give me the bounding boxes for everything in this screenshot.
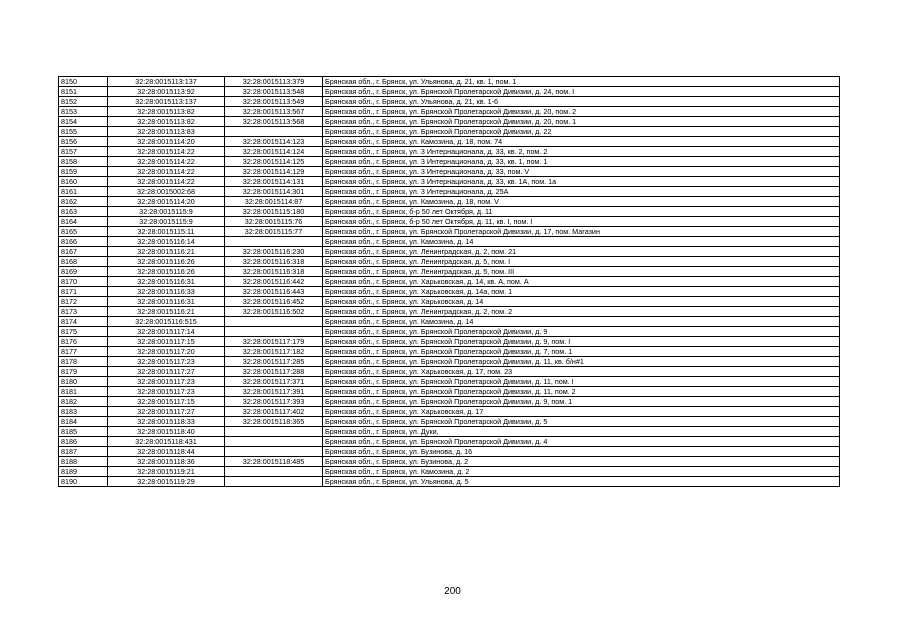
table-row (59, 307, 840, 317)
address-cell: Брянская обл., г. Брянск, ул. Камозина, д. 14 (323, 237, 840, 247)
object-cadastral-number-cell: 32:28:0015114:301 (225, 187, 323, 197)
table-row (59, 217, 840, 227)
address-cell: Брянская обл., г. Брянск, ул. 3 Интернационала, д. 33, кв. 2, пом. 2 (323, 147, 840, 157)
address-cell: Брянская обл., г. Брянск, ул. 3 Интернационала, д. 33, кв. 1А, пом. 1а (323, 177, 840, 187)
object-cadastral-number-cell: 32:28:0015116:230 (225, 247, 323, 257)
table-row (59, 357, 840, 367)
object-cadastral-number-cell: 32:28:0015118:365 (225, 417, 323, 427)
table-body (59, 77, 840, 487)
row-number-cell: 8163 (59, 207, 108, 217)
row-number-cell: 8168 (59, 257, 108, 267)
row-number-cell: 8181 (59, 387, 108, 397)
land-cadastral-number-cell: 32:28:0015114:22 (108, 147, 225, 157)
object-cadastral-number-cell: 32:28:0015113:548 (225, 87, 323, 97)
table-row (59, 267, 840, 277)
land-cadastral-number-cell: 32:28:0015114:22 (108, 167, 225, 177)
object-cadastral-number-cell (225, 427, 323, 437)
row-number-cell: 8190 (59, 477, 108, 487)
address-cell: Брянская обл., г. Брянск, ул. Ленинградская, д. 2, пом. 21 (323, 247, 840, 257)
land-cadastral-number-cell: 32:28:0015116:31 (108, 277, 225, 287)
row-number-cell: 8161 (59, 187, 108, 197)
object-cadastral-number-cell: 32:28:0015113:568 (225, 117, 323, 127)
row-number-cell: 8159 (59, 167, 108, 177)
address-cell: Брянская обл., г. Брянск, ул. Брянской Пролетарской Дивизии, д. 4 (323, 437, 840, 447)
table-row (59, 437, 840, 447)
object-cadastral-number-cell: 32:28:0015113:379 (225, 77, 323, 87)
table-row (59, 247, 840, 257)
object-cadastral-number-cell: 32:28:0015115:76 (225, 217, 323, 227)
address-cell: Брянская обл., г. Брянск, ул. Брянской Пролетарской Дивизии, д. 11, пом. 2 (323, 387, 840, 397)
row-number-cell: 8179 (59, 367, 108, 377)
object-cadastral-number-cell (225, 467, 323, 477)
object-cadastral-number-cell (225, 317, 323, 327)
object-cadastral-number-cell: 32:28:0015116:443 (225, 287, 323, 297)
address-cell: Брянская обл., г. Брянск, ул. Брянской Пролетарской Дивизии, д. 5 (323, 417, 840, 427)
row-number-cell: 8151 (59, 87, 108, 97)
row-number-cell: 8182 (59, 397, 108, 407)
table-row (59, 187, 840, 197)
land-cadastral-number-cell: 32:28:0015114:20 (108, 197, 225, 207)
table-row (59, 477, 840, 487)
address-cell: Брянская обл., г. Брянск, ул. Брянской Пролетарской Дивизии, д. 20, пом. 1 (323, 117, 840, 127)
address-cell: Брянская обл., г. Брянск, ул. 3 Интернационала, д. 25А (323, 187, 840, 197)
address-cell: Брянская обл., г. Брянск, ул. 3 Интернационала, д. 33, кв. 1, пом. 1 (323, 157, 840, 167)
row-number-cell: 8187 (59, 447, 108, 457)
address-cell: Брянская обл., г. Брянск, ул. Харьковская, д. 17, пом. 23 (323, 367, 840, 377)
row-number-cell: 8173 (59, 307, 108, 317)
land-cadastral-number-cell: 32:28:0015116:33 (108, 287, 225, 297)
land-cadastral-number-cell: 32:28:0015118:431 (108, 437, 225, 447)
address-cell: Брянская обл., г. Брянск, ул. Дуки, (323, 427, 840, 437)
object-cadastral-number-cell (225, 447, 323, 457)
object-cadastral-number-cell: 32:28:0015117:402 (225, 407, 323, 417)
land-cadastral-number-cell: 32:28:0015116:515 (108, 317, 225, 327)
address-cell: Брянская обл., г. Брянск, ул. Брянской Пролетарской Дивизии, д. 20, пом. 2 (323, 107, 840, 117)
land-cadastral-number-cell: 32:28:0015119:29 (108, 477, 225, 487)
address-cell: Брянская обл., г. Брянск, ул. Брянской Пролетарской Дивизии, д. 9, пом. 1 (323, 397, 840, 407)
address-cell: Брянская обл., г. Брянск, ул. Камозина, д. 2 (323, 467, 840, 477)
object-cadastral-number-cell: 32:28:0015114:87 (225, 197, 323, 207)
object-cadastral-number-cell: 32:28:0015117:391 (225, 387, 323, 397)
table-row (59, 297, 840, 307)
land-cadastral-number-cell: 32:28:0015113:92 (108, 87, 225, 97)
object-cadastral-number-cell: 32:28:0015113:549 (225, 97, 323, 107)
table-row (59, 347, 840, 357)
land-cadastral-number-cell: 32:28:0015114:20 (108, 137, 225, 147)
land-cadastral-number-cell: 32:28:0015117:15 (108, 397, 225, 407)
land-cadastral-number-cell: 32:28:0015116:31 (108, 297, 225, 307)
table-row (59, 77, 840, 87)
table-row (59, 117, 840, 127)
table-row (59, 157, 840, 167)
row-number-cell: 8150 (59, 77, 108, 87)
row-number-cell: 8160 (59, 177, 108, 187)
row-number-cell: 8176 (59, 337, 108, 347)
land-cadastral-number-cell: 32:28:0015118:33 (108, 417, 225, 427)
address-cell: Брянская обл., г. Брянск, ул. Бузинова, д. 2 (323, 457, 840, 467)
land-cadastral-number-cell: 32:28:0015118:40 (108, 427, 225, 437)
table-row (59, 177, 840, 187)
cadastral-table (58, 76, 840, 487)
row-number-cell: 8154 (59, 117, 108, 127)
land-cadastral-number-cell: 32:28:0015118:36 (108, 457, 225, 467)
row-number-cell: 8175 (59, 327, 108, 337)
row-number-cell: 8165 (59, 227, 108, 237)
object-cadastral-number-cell: 32:28:0015116:318 (225, 257, 323, 267)
table-row (59, 337, 840, 347)
table-row (59, 317, 840, 327)
land-cadastral-number-cell: 32:28:0015117:15 (108, 337, 225, 347)
object-cadastral-number-cell: 32:28:0015113:567 (225, 107, 323, 117)
table-row (59, 407, 840, 417)
row-number-cell: 8186 (59, 437, 108, 447)
table-row (59, 207, 840, 217)
table-row (59, 147, 840, 157)
row-number-cell: 8172 (59, 297, 108, 307)
land-cadastral-number-cell: 32:28:0015117:27 (108, 407, 225, 417)
table-row (59, 457, 840, 467)
table-row (59, 367, 840, 377)
land-cadastral-number-cell: 32:28:0015116:26 (108, 267, 225, 277)
table-row (59, 327, 840, 337)
land-cadastral-number-cell: 32:28:0015117:23 (108, 387, 225, 397)
row-number-cell: 8189 (59, 467, 108, 477)
address-cell: Брянская обл., г. Брянск, ул. Харьковская, д. 14 (323, 297, 840, 307)
address-cell: Брянская обл., г. Брянск, ул. Брянской Пролетарской Дивизии, д. 9, пом. I (323, 337, 840, 347)
row-number-cell: 8177 (59, 347, 108, 357)
table-row (59, 137, 840, 147)
table-row (59, 447, 840, 457)
object-cadastral-number-cell: 32:28:0015115:180 (225, 207, 323, 217)
object-cadastral-number-cell: 32:28:0015117:182 (225, 347, 323, 357)
land-cadastral-number-cell: 32:28:0015119:21 (108, 467, 225, 477)
row-number-cell: 8170 (59, 277, 108, 287)
row-number-cell: 8178 (59, 357, 108, 367)
address-cell: Брянская обл., г. Брянск, ул. Брянской Пролетарской Дивизии, д. 7, пом. 1 (323, 347, 840, 357)
object-cadastral-number-cell (225, 237, 323, 247)
address-cell: Брянская обл., г. Брянск, б-р 50 лет Октября, д. 11, кв. I, пом. I (323, 217, 840, 227)
land-cadastral-number-cell: 32:28:0015117:23 (108, 377, 225, 387)
land-cadastral-number-cell: 32:28:0015114:22 (108, 157, 225, 167)
object-cadastral-number-cell (225, 437, 323, 447)
address-cell: Брянская обл., г. Брянск, ул. Ульянова, д. 21, кв. 1-6 (323, 97, 840, 107)
row-number-cell: 8174 (59, 317, 108, 327)
table-row (59, 387, 840, 397)
table-row (59, 377, 840, 387)
row-number-cell: 8188 (59, 457, 108, 467)
object-cadastral-number-cell: 32:28:0015114:129 (225, 167, 323, 177)
address-cell: Брянская обл., г. Брянск, ул. Брянской Пролетарской Дивизии, д. 11, кв. б/н#1 (323, 357, 840, 367)
land-cadastral-number-cell: 32:28:0015116:26 (108, 257, 225, 267)
address-cell: Брянская обл., г. Брянск, б-р 50 лет Октября, д. 11 (323, 207, 840, 217)
table-row (59, 287, 840, 297)
object-cadastral-number-cell: 32:28:0015117:285 (225, 357, 323, 367)
object-cadastral-number-cell: 32:28:0015117:393 (225, 397, 323, 407)
address-cell: Брянская обл., г. Брянск, ул. Брянской Пролетарской Дивизии, д. 22 (323, 127, 840, 137)
land-cadastral-number-cell: 32:28:0015115:9 (108, 207, 225, 217)
object-cadastral-number-cell: 32:28:0015118:485 (225, 457, 323, 467)
row-number-cell: 8156 (59, 137, 108, 147)
row-number-cell: 8183 (59, 407, 108, 417)
row-number-cell: 8167 (59, 247, 108, 257)
table-row (59, 257, 840, 267)
address-cell: Брянская обл., г. Брянск, ул. Харьковская, д. 17 (323, 407, 840, 417)
table-row (59, 87, 840, 97)
row-number-cell: 8164 (59, 217, 108, 227)
object-cadastral-number-cell: 32:28:0015117:371 (225, 377, 323, 387)
address-cell: Брянская обл., г. Брянск, ул. 3 Интернационала, д. 33, пом. V (323, 167, 840, 177)
address-cell: Брянская обл., г. Брянск, ул. Брянской Пролетарской Дивизии, д. 9 (323, 327, 840, 337)
land-cadastral-number-cell: 32:28:0015115:11 (108, 227, 225, 237)
object-cadastral-number-cell: 32:28:0015114:123 (225, 137, 323, 147)
land-cadastral-number-cell: 32:28:0015116:14 (108, 237, 225, 247)
land-cadastral-number-cell: 32:28:0015113:137 (108, 97, 225, 107)
land-cadastral-number-cell: 32:28:0015113:137 (108, 77, 225, 87)
land-cadastral-number-cell: 32:28:0015115:9 (108, 217, 225, 227)
row-number-cell: 8157 (59, 147, 108, 157)
address-cell: Брянская обл., г. Брянск, ул. Брянской Пролетарской Дивизии, д. 11, пом. I (323, 377, 840, 387)
row-number-cell: 8171 (59, 287, 108, 297)
table-row (59, 277, 840, 287)
table-row (59, 237, 840, 247)
object-cadastral-number-cell (225, 327, 323, 337)
land-cadastral-number-cell: 32:28:0015114:22 (108, 177, 225, 187)
table-row (59, 467, 840, 477)
table-row (59, 167, 840, 177)
object-cadastral-number-cell: 32:28:0015114:131 (225, 177, 323, 187)
row-number-cell: 8152 (59, 97, 108, 107)
address-cell: Брянская обл., г. Брянск, ул. Брянской Пролетарской Дивизии, д. 17, пом. Магазин (323, 227, 840, 237)
table-row (59, 107, 840, 117)
address-cell: Брянская обл., г. Брянск, ул. Камозина, д. 18, пом. V (323, 197, 840, 207)
address-cell: Брянская обл., г. Брянск, ул. Камозина, д. 14 (323, 317, 840, 327)
land-cadastral-number-cell: 32:28:0015113:82 (108, 117, 225, 127)
object-cadastral-number-cell: 32:28:0015114:124 (225, 147, 323, 157)
object-cadastral-number-cell: 32:28:0015117:288 (225, 367, 323, 377)
table-row (59, 197, 840, 207)
land-cadastral-number-cell: 32:28:0015118:44 (108, 447, 225, 457)
object-cadastral-number-cell: 32:28:0015116:502 (225, 307, 323, 317)
land-cadastral-number-cell: 32:28:0015117:20 (108, 347, 225, 357)
table-row (59, 427, 840, 437)
land-cadastral-number-cell: 32:28:0015116:21 (108, 307, 225, 317)
land-cadastral-number-cell: 32:28:0015117:27 (108, 367, 225, 377)
table-row (59, 417, 840, 427)
table-row (59, 97, 840, 107)
row-number-cell: 8166 (59, 237, 108, 247)
table-row (59, 127, 840, 137)
address-cell: Брянская обл., г. Брянск, ул. Ленинградская, д. 2, пом. 2 (323, 307, 840, 317)
land-cadastral-number-cell: 32:28:0015002:68 (108, 187, 225, 197)
row-number-cell: 8162 (59, 197, 108, 207)
object-cadastral-number-cell: 32:28:0015117:179 (225, 337, 323, 347)
row-number-cell: 8158 (59, 157, 108, 167)
land-cadastral-number-cell: 32:28:0015116:21 (108, 247, 225, 257)
address-cell: Брянская обл., г. Брянск, ул. Камозина, д. 18, пом. 74 (323, 137, 840, 147)
address-cell: Брянская обл., г. Брянск, ул. Ленинградская, д. 5, пом. III (323, 267, 840, 277)
object-cadastral-number-cell (225, 127, 323, 137)
row-number-cell: 8185 (59, 427, 108, 437)
address-cell: Брянская обл., г. Брянск, ул. Харьковская, д. 14а, пом. 1 (323, 287, 840, 297)
object-cadastral-number-cell: 32:28:0015116:318 (225, 267, 323, 277)
object-cadastral-number-cell (225, 477, 323, 487)
table-row (59, 397, 840, 407)
row-number-cell: 8155 (59, 127, 108, 137)
land-cadastral-number-cell: 32:28:0015117:14 (108, 327, 225, 337)
page-number: 200 (444, 586, 461, 597)
row-number-cell: 8184 (59, 417, 108, 427)
object-cadastral-number-cell: 32:28:0015116:442 (225, 277, 323, 287)
address-cell: Брянская обл., г. Брянск, ул. Ленинградская, д. 5, пом. I (323, 257, 840, 267)
row-number-cell: 8153 (59, 107, 108, 117)
row-number-cell: 8169 (59, 267, 108, 277)
address-cell: Брянская обл., г. Брянск, ул. Ульянова, д. 21, кв. 1, пом. 1 (323, 77, 840, 87)
address-cell: Брянская обл., г. Брянск, ул. Харьковская, д. 14, кв. А, пом. А (323, 277, 840, 287)
row-number-cell: 8180 (59, 377, 108, 387)
land-cadastral-number-cell: 32:28:0015113:82 (108, 107, 225, 117)
land-cadastral-number-cell: 32:28:0015117:23 (108, 357, 225, 367)
object-cadastral-number-cell: 32:28:0015115:77 (225, 227, 323, 237)
object-cadastral-number-cell: 32:28:0015116:452 (225, 297, 323, 307)
address-cell: Брянская обл., г. Брянск, ул. Бузинова, д. 16 (323, 447, 840, 457)
address-cell: Брянская обл., г. Брянск, ул. Брянской Пролетарской Дивизии, д. 24, пом. I (323, 87, 840, 97)
object-cadastral-number-cell: 32:28:0015114:125 (225, 157, 323, 167)
address-cell: Брянская обл., г. Брянск, ул. Ульянова, д. 5 (323, 477, 840, 487)
table-row (59, 227, 840, 237)
land-cadastral-number-cell: 32:28:0015113:83 (108, 127, 225, 137)
